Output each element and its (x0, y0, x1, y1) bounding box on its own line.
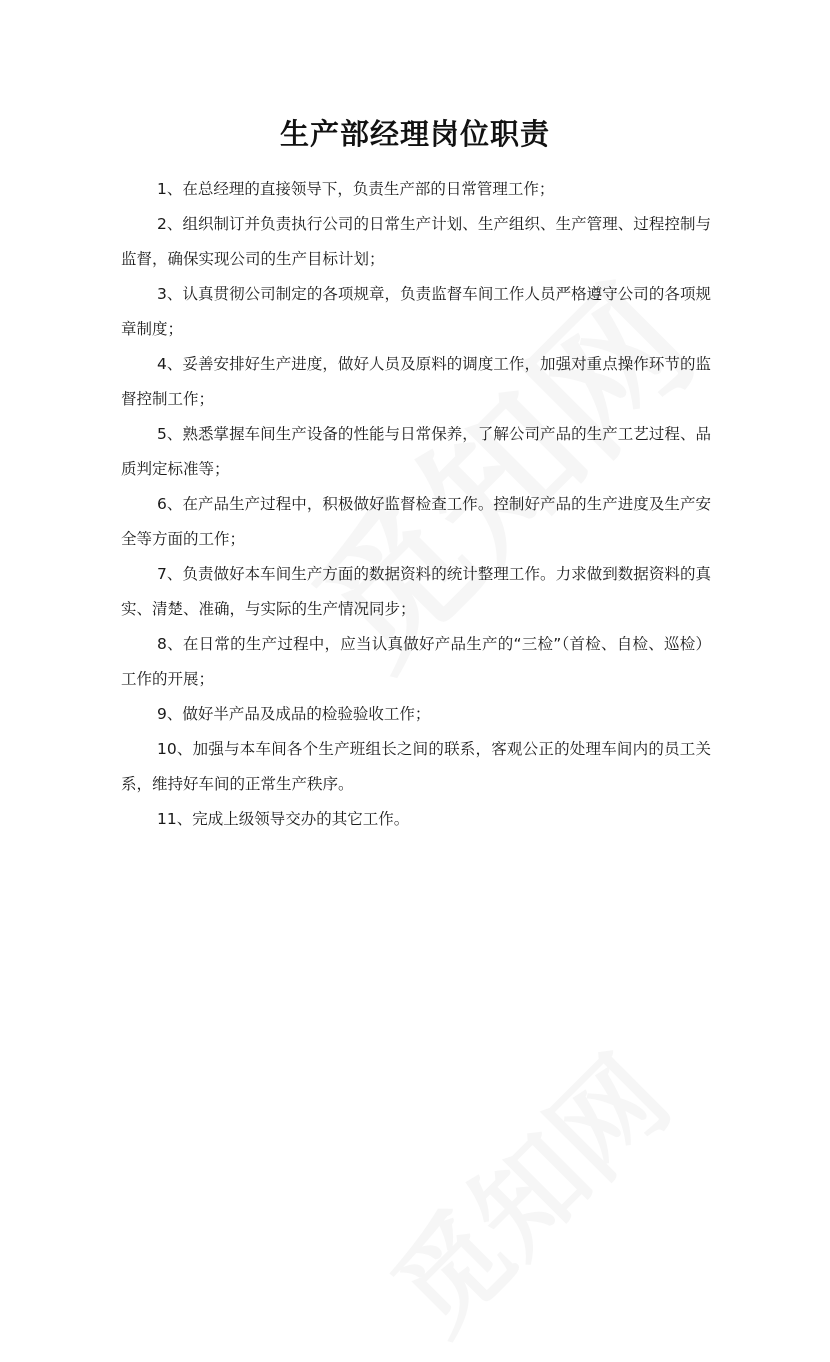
duty-item-6: 6、在产品生产过程中，积极做好监督检查工作。控制好产品的生产进度及生产安全等方面的工作； (121, 495, 711, 548)
duty-item-9: 9、做好半产品及成品的检验验收工作； (157, 705, 431, 723)
duty-list (121, 172, 711, 837)
duty-item-1: 1、在总经理的直接领导下，负责生产部的日常管理工作； (157, 180, 555, 198)
duty-item-5: 5、熟悉掌握车间生产设备的性能与日常保养，了解公司产品的生产工艺过程、品质判定标准等； (121, 425, 711, 478)
duty-item-7: 7、负责做好本车间生产方面的数据资料的统计整理工作。力求做到数据资料的真实、清楚、准确，与实际的生产情况同步； (121, 565, 711, 618)
duty-item-2: 2、组织制订并负责执行公司的日常生产计划、生产组织、生产管理、过程控制与监督，确保实现公司的生产目标计划； (121, 215, 711, 268)
watermark (352, 1016, 697, 1361)
duty-item-10: 10、加强与本车间各个生产班组长之间的联系，客观公正的处理车间内的员工关系，维持好车间的正常生产秩序。 (121, 740, 711, 793)
page-title: 生产部经理岗位职责 (279, 117, 550, 151)
duty-item-8: 8、在日常的生产过程中，应当认真做好产品生产的“三检”（首检、自检、巡检）工作的开展； (121, 635, 711, 688)
duty-item-11: 11、完成上级领导交办的其它工作。 (157, 810, 410, 828)
duty-item-4: 4、妥善安排好生产进度，做好人员及原料的调度工作，加强对重点操作环节的监督控制工作； (121, 355, 711, 408)
duty-item-3: 3、认真贯彻公司制定的各项规章，负责监督车间工作人员严格遵守公司的各项规章制度； (121, 285, 711, 338)
